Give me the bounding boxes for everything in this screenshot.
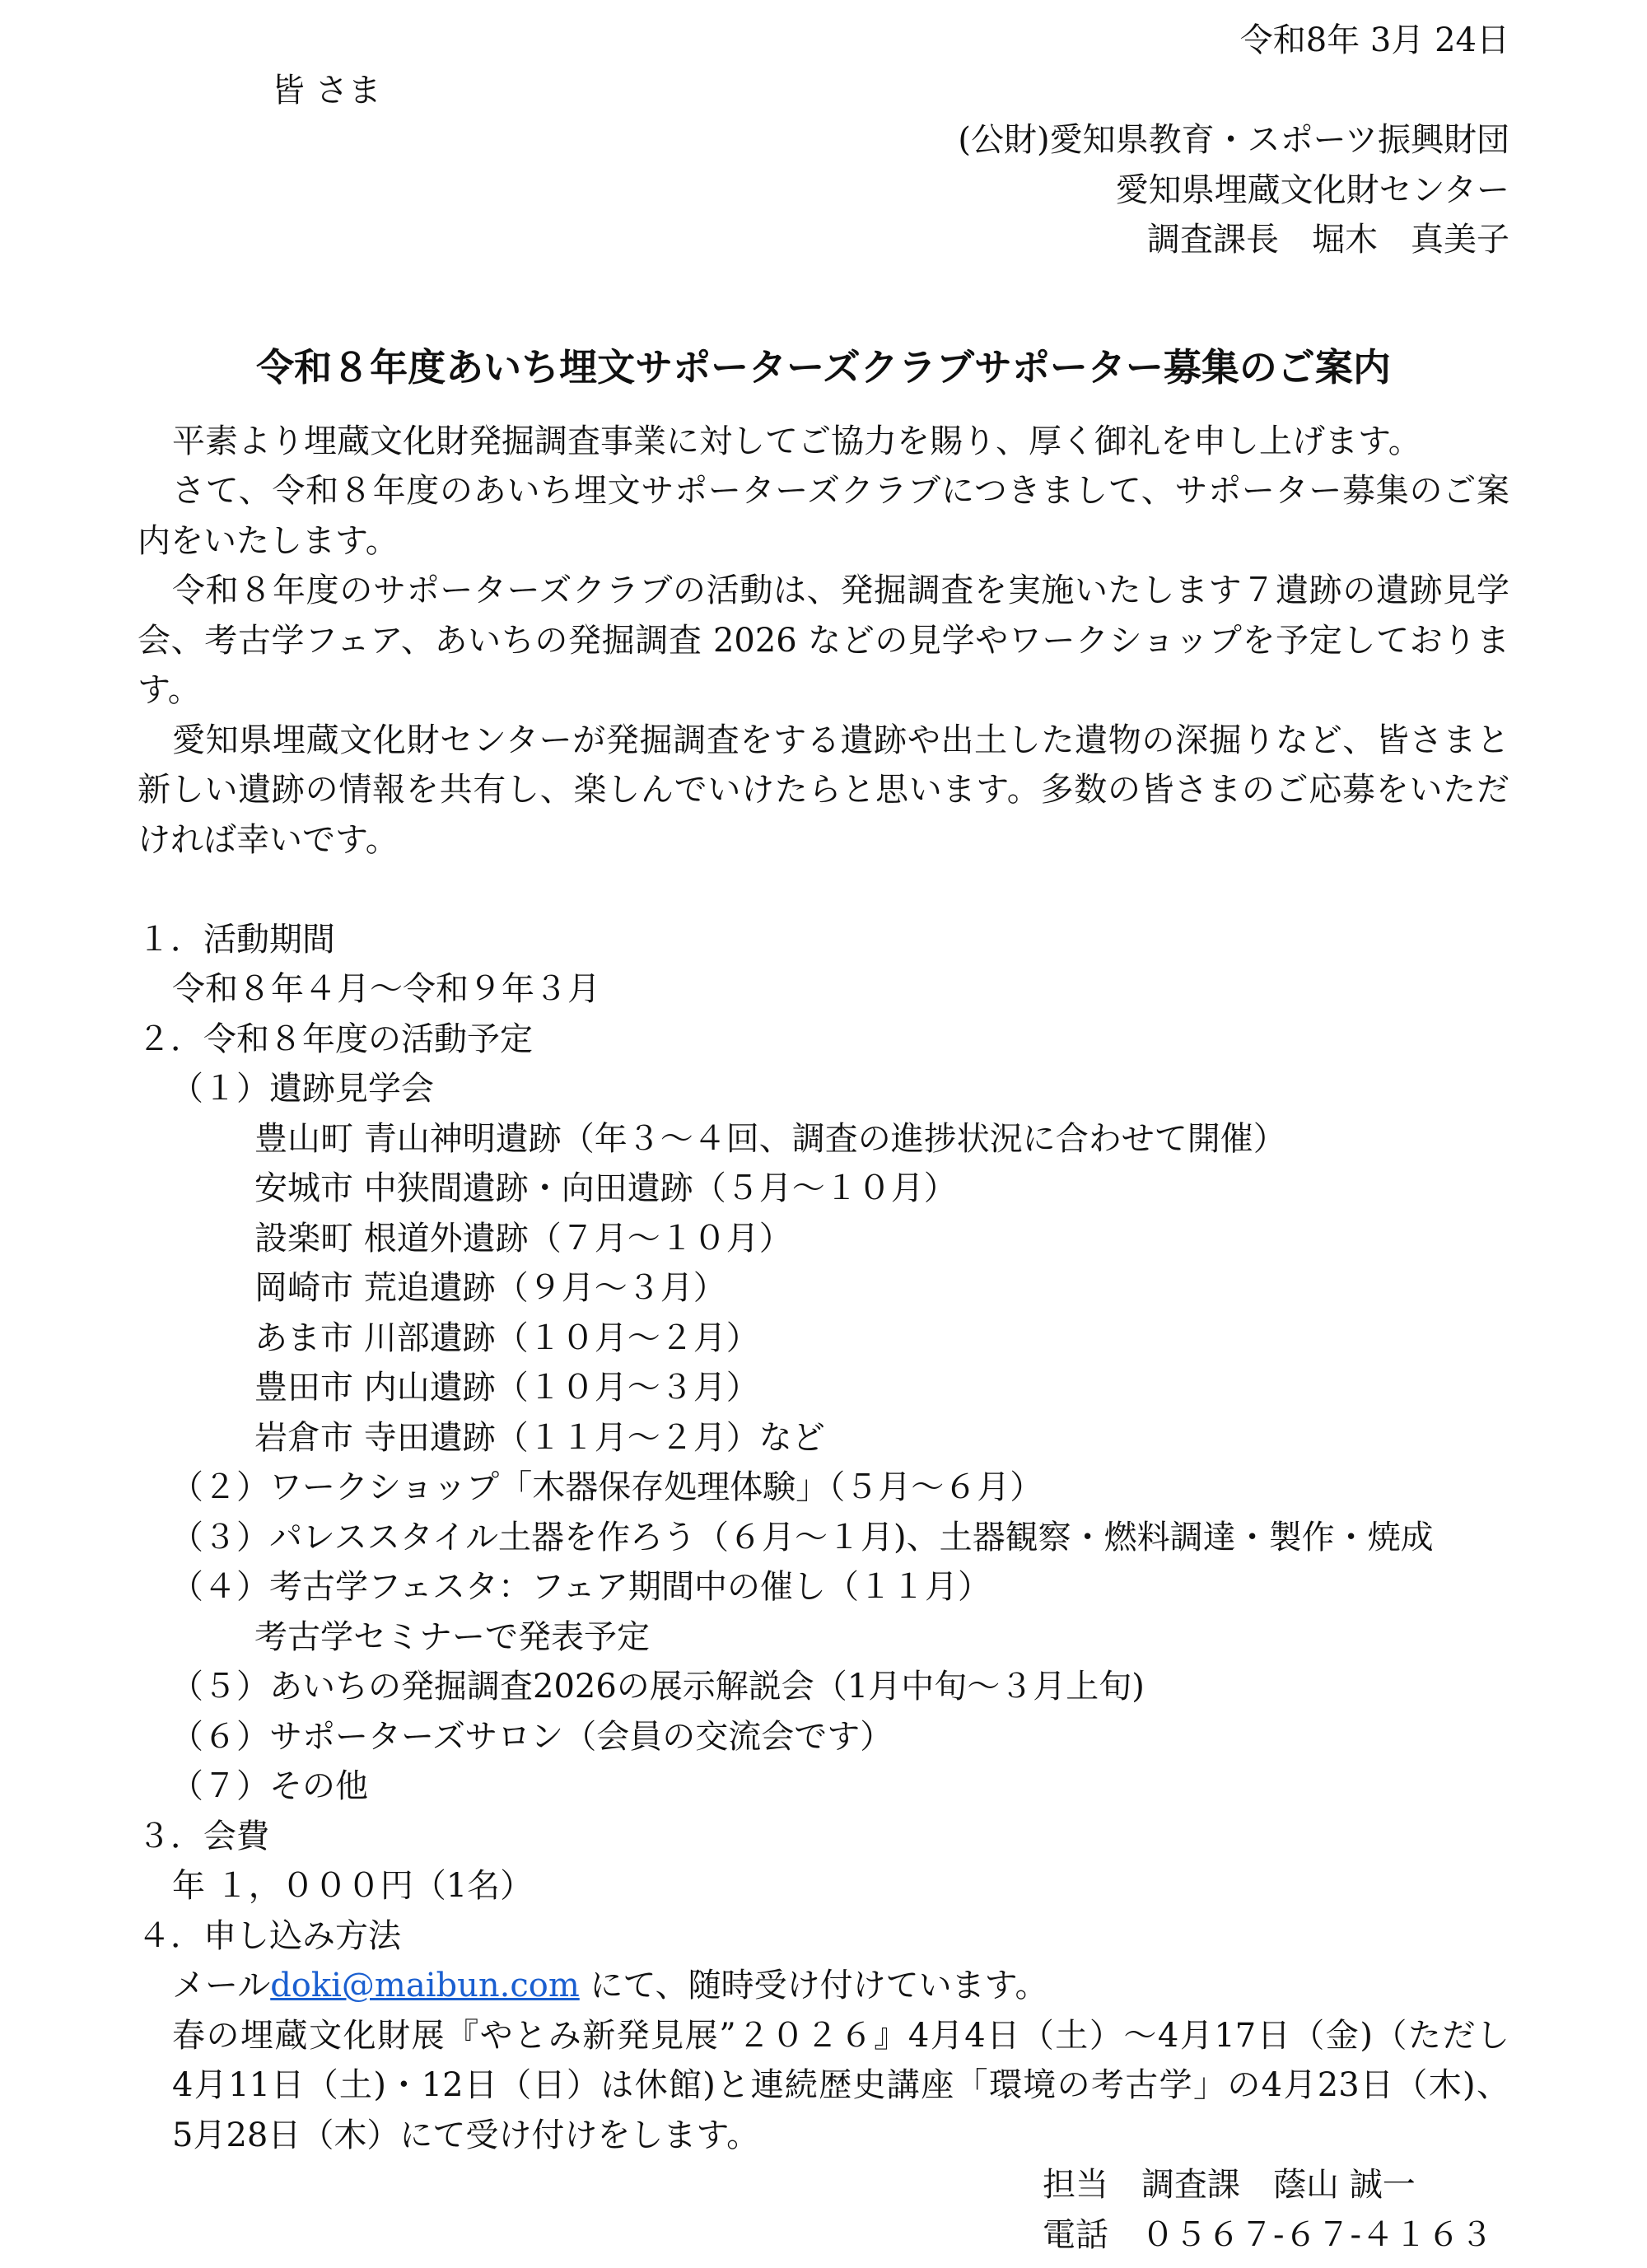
activity-item-4: （４）考古学フェスタ：フェア期間中の催し（１１月） (170, 1568, 991, 1606)
body-line: さて、令和８年度のあいち埋文サポーターズクラブにつきまして、サポーター募集のご案 (172, 472, 1509, 510)
body-line: 愛知県埋蔵文化財センターが発掘調査をする遺跡や出土した遺物の深掘りなど、皆さまと (172, 721, 1509, 759)
body-line: 平素より埋蔵文化財発掘調査事業に対してご協力を賜り、厚く御礼を申し上げます。 (172, 422, 1421, 460)
site-item: 岡崎市 荒追遺跡（９月～３月） (254, 1269, 726, 1307)
activity-item-1: （１）遺跡見学会 (170, 1070, 434, 1108)
sender-name: 調査課長 堀木 真美子 (1147, 221, 1509, 259)
blank-line (138, 865, 1509, 915)
body-line: ければ幸いです。 (138, 820, 399, 859)
section-3-heading: ３．会費 (138, 1817, 269, 1855)
application-line: 5月28日（木）にて受け付けをします。 (172, 2116, 760, 2154)
contact-person: 担当 調査課 蔭山 誠一 (1043, 2166, 1416, 2204)
section-1-text: 令和８年４月～令和９年３月 (172, 970, 600, 1008)
site-item: あま市 川部遺跡（１０月～２月） (254, 1318, 759, 1357)
sender-org: (公財)愛知県教育・スポーツ振興財団 (958, 121, 1509, 159)
body-line: 会、考古学フェア、あいちの発掘調査 2026 などの見学やワークショップを予定しておりま (138, 621, 1509, 660)
activity-item-5: （５）あいちの発掘調査2026の展示解説会（1月中旬～３月上旬) (170, 1668, 1145, 1706)
site-item: 安城市 中狭間遺跡・向田遺跡（５月～１０月） (254, 1169, 957, 1207)
site-item: 豊山町 青山神明遺跡（年３～４回、調査の進捗状況に合わせて開催） (254, 1119, 1286, 1158)
fee-text: 年 １，０００円（1名） (172, 1867, 534, 1905)
contact-phone: 電話 ０５６７-６７-４１６３ (1043, 2215, 1494, 2254)
section-1-heading: １．活動期間 (138, 920, 335, 959)
site-item: 設楽町 根道外遺跡（７月～１０月） (254, 1219, 792, 1258)
activity-item-6: （６）サポーターズサロン（会員の交流会です） (170, 1717, 893, 1756)
email-suffix: にて、随時受け付けています。 (579, 1967, 1048, 2004)
email-link[interactable]: doki@maibun.com (270, 1967, 580, 2004)
site-item: 豊田市 内山遺跡（１０月～３月） (254, 1369, 759, 1407)
activity-item-2: （２）ワークショップ「木器保存処理体験」（５月～６月） (170, 1468, 1043, 1506)
activity-item-7: （７）その他 (170, 1767, 368, 1805)
application-line: 4月11日（土)・12日（日）は休館)と連続歴史講座「環境の考古学」の4月23日（木)、 (172, 2066, 1509, 2104)
sender-center: 愛知県埋蔵文化財センター (1115, 170, 1509, 209)
section-4-heading: ４．申し込み方法 (138, 1916, 401, 1955)
document-title: 令和８年度あいち埋文サポーターズクラブサポーター募集のご案内 (256, 344, 1391, 390)
body-line: 内をいたします。 (138, 521, 399, 560)
site-item: 岩倉市 寺田遺跡（１１月～２月）など (254, 1418, 825, 1457)
email-prefix: メール (172, 1967, 271, 2004)
email-line (138, 1961, 1509, 2011)
body-line: す。 (138, 671, 201, 709)
application-line: 春の埋蔵文化財展『やとみ新発見展”２０２６』4月4日（土）～4月17日（金)（ただし (172, 2016, 1509, 2055)
addressee: 皆 さま (272, 71, 381, 110)
activity-item-4-note: 考古学セミナーで発表予定 (254, 1617, 650, 1656)
document-page (138, 16, 1509, 2260)
activity-item-3: （３）パレススタイル土器を作ろう（６月～１月)、土器観察・燃料調達・製作・焼成 (170, 1518, 1434, 1556)
date: 令和8年 3月 24日 (1239, 21, 1509, 59)
section-2-heading: ２．令和８年度の活動予定 (138, 1020, 533, 1058)
body-line: 新しい遺跡の情報を共有し、楽しんでいけたらと思います。多数の皆さまのご応募をいただ (138, 771, 1509, 809)
body-line: 令和８年度のサポーターズクラブの活動は、発掘調査を実施いたします７遺跡の遺跡見学 (172, 572, 1509, 609)
